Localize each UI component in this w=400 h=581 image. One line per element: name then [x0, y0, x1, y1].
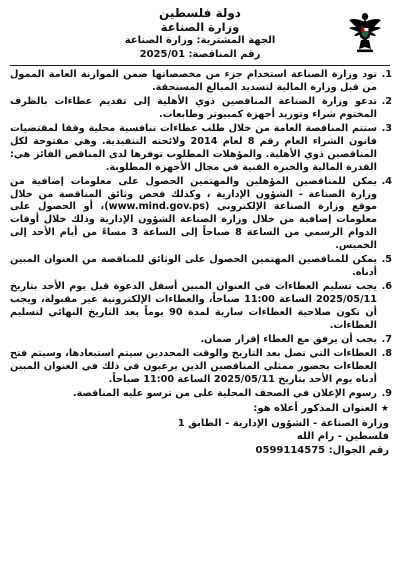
item-text: يجب أن يرفق مع العطاء إقرار ضمان.: [200, 333, 377, 345]
address-title: ★ العنوان المذكور أعلاه هو:: [253, 403, 389, 415]
list-item: [8, 388, 392, 401]
ministry-name: وزارة الصناعة: [160, 20, 240, 34]
star-bullet-icon: ★: [380, 404, 389, 415]
list-item: [8, 254, 392, 280]
address-line-2: فلسطين - رام الله: [296, 431, 389, 443]
address-block: [8, 402, 392, 457]
item-text: ستتم المناقصة العامة من خلال طلب عطاءات تنافسية محلية وفقا لمقتضيات قانون الشراء العام رقم 8 لعام 2014 ولائحته التنفيذية. وهي مفتوحة لكل المناقصين ذوي الأهلية. والمؤهلات المطلوب توفرها لدى المناقص الفائز هي: القدرة المالية والخبرة الفنية في مجال الأجهزة المطلوبة.: [10, 123, 377, 173]
tender-number: رقم المناقصة: 2025/01: [139, 49, 261, 60]
list-item: [8, 123, 392, 174]
item-number: 3.: [381, 123, 392, 135]
item-text: تدعو وزارة الصناعة المناقصين ذوي الأهلية إلى تقديم عطاءات بالظرف المختوم شراء وتوريد أجهزة كمبيوتر وطابعات.: [10, 96, 377, 120]
list-item: [8, 334, 392, 347]
item-number: 2.: [381, 96, 392, 108]
item-number: 9.: [381, 388, 392, 400]
item-number: 8.: [381, 348, 392, 360]
item-number: 1.: [381, 69, 392, 80]
item-text: رسوم الإعلان في الصحف المحلية على من ترسو عليه المناقصة.: [72, 388, 377, 400]
document-header: [8, 0, 392, 62]
list-item: [8, 69, 392, 95]
item-number: 6.: [381, 281, 392, 293]
phone-line: [8, 444, 389, 457]
item-text: يجب تسليم العطاءات في العنوان المبين أسفل الدعوة قبل يوم الأحد بتاريخ 2025/05/11 الساعة 11:00 صباحاً، والعطاءات الإلكترونية غير مقبولة، ويجب أن تكون صلاحية العطاءات سارية لمدة 90 يوماً بعد التاريخ النهائي لتسليم العطاءات.: [10, 281, 377, 331]
list-item: [8, 348, 392, 386]
list-item: [8, 176, 392, 253]
item-text: تود وزارة الصناعة استخدام جزء من مخصصاتها ضمن الموازنة العامة الممول من قبل وزارة المالية لتسديد المبالغ المستحقة.: [10, 69, 377, 93]
list-item: [8, 281, 392, 332]
item-text: يمكن للمناقصين المهتمين الحصول على الوثائق للمناقصة من العنوان المبين أدناه.: [10, 254, 377, 278]
item-text: العطاءات التي تصل بعد التاريخ والوقت المحددين سيتم استبعادها، وسيتم فتح العطاءات بحضور ممثلي المناقصين الذين يرغبون في ذلك في العنوان المبين أدناه يوم الأحد بتاريخ 2025/05/11 الساعة 11:00 صباحاً.: [10, 348, 377, 385]
address-line-1: وزارة الصناعة - الشؤون الإدارية - الطابق 1: [177, 417, 389, 429]
item-text: يمكن للمناقصين المؤهلين والمهتمين الحصول على معلومات إضافية من وزارة الصناعة - الشؤون الإدارية ، وكذلك فحص وثائق المناقصة من خلال موقع وزارة الصناعة الإلكتروني (www.mind.gov.ps)، أو الحصول على معلومات إضافية من خلال وزارة الصناعة الشؤون الإدارية وذلك خلال أوقات الدوام الرسمي من الساعة 8 صباحاً إلى الساعة 3 مساءً من أيام الأحد إلى الخميس.: [10, 175, 378, 251]
state-name: دولة فلسطين: [159, 6, 241, 20]
announcement-items: [8, 69, 392, 401]
palestine-eagle-emblem-icon: [348, 10, 382, 54]
purchasing-entity: الجهة المشترية: وزارة الصناعة: [124, 35, 276, 46]
item-number: 4.: [381, 175, 392, 187]
phone-number: 0599114575: [255, 444, 326, 456]
list-item: [8, 96, 392, 122]
item-number: 5.: [381, 254, 392, 266]
header-divider: [10, 65, 390, 66]
phone-label: رقم الجوال:: [328, 444, 389, 456]
item-number: 7.: [381, 333, 392, 345]
